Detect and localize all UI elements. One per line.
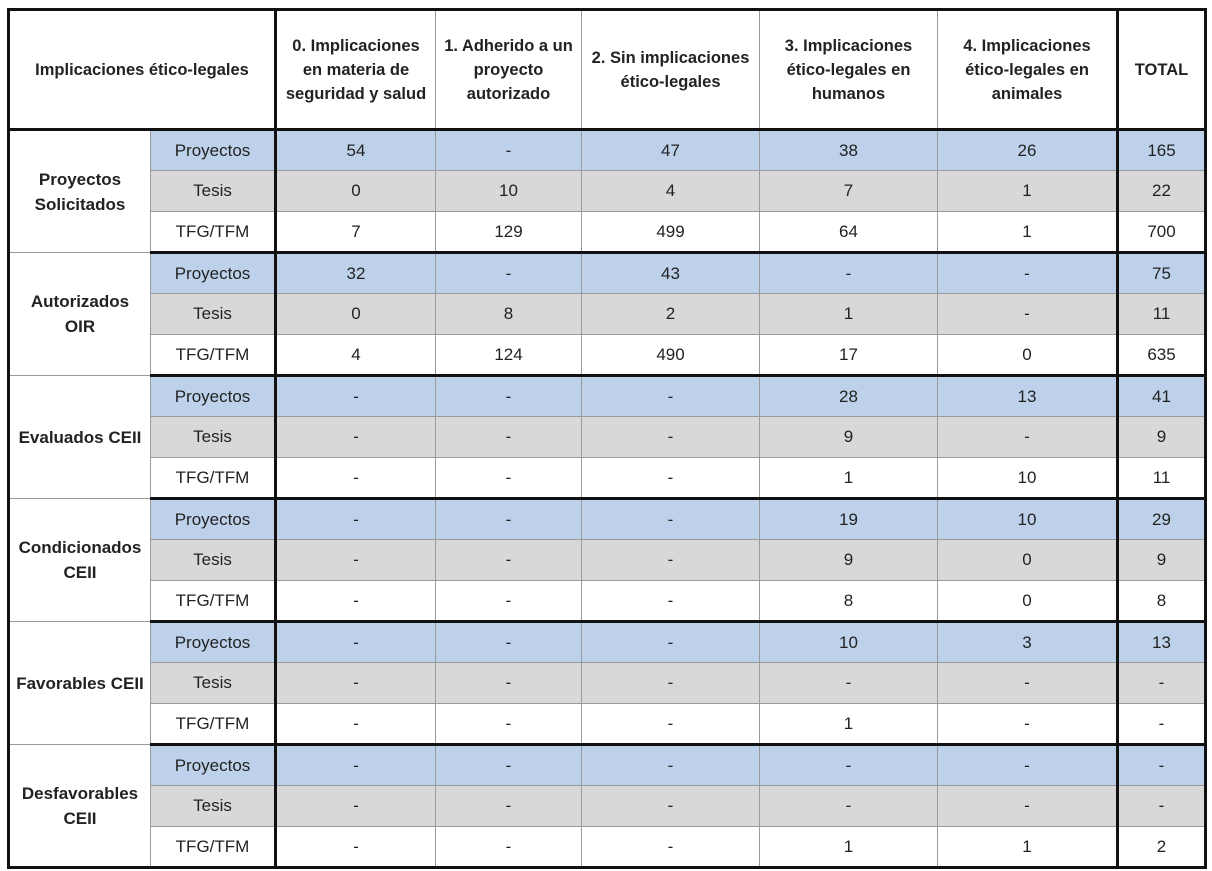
value-cell: 499	[582, 212, 760, 253]
value-cell: 10	[760, 622, 938, 663]
value-cell: 64	[760, 212, 938, 253]
value-cell: 490	[582, 335, 760, 376]
row-type-label: TFG/TFM	[151, 335, 276, 376]
total-cell: 11	[1118, 294, 1206, 335]
value-cell: -	[760, 253, 938, 294]
value-cell: 38	[760, 130, 938, 171]
total-cell: -	[1118, 663, 1206, 704]
total-cell: 9	[1118, 540, 1206, 581]
row-type-label: Tesis	[151, 663, 276, 704]
value-cell: -	[276, 827, 436, 868]
value-cell: -	[760, 663, 938, 704]
table-row	[9, 171, 1206, 212]
value-cell: -	[582, 827, 760, 868]
value-cell: 1	[760, 704, 938, 745]
value-cell: -	[276, 417, 436, 458]
table-row	[9, 663, 1206, 704]
value-cell: -	[436, 376, 582, 417]
value-cell: -	[582, 458, 760, 499]
value-cell: -	[276, 622, 436, 663]
value-cell: -	[436, 458, 582, 499]
total-cell: -	[1118, 704, 1206, 745]
value-cell: 10	[938, 499, 1118, 540]
value-cell: -	[436, 622, 582, 663]
group-label: Condicionados CEII	[9, 499, 151, 622]
value-cell: 28	[760, 376, 938, 417]
value-cell: 7	[760, 171, 938, 212]
value-cell: -	[436, 499, 582, 540]
table-row	[9, 212, 1206, 253]
value-cell: -	[276, 499, 436, 540]
value-cell: 1	[760, 827, 938, 868]
value-cell: 1	[760, 458, 938, 499]
table-row	[9, 622, 1206, 663]
group-label: Desfavorables CEII	[9, 745, 151, 868]
table-row	[9, 130, 1206, 171]
value-cell: 4	[582, 171, 760, 212]
total-cell: 13	[1118, 622, 1206, 663]
row-type-label: Proyectos	[151, 499, 276, 540]
header-row	[9, 10, 1206, 130]
row-type-label: TFG/TFM	[151, 212, 276, 253]
value-cell: -	[938, 704, 1118, 745]
row-type-label: Tesis	[151, 294, 276, 335]
table-row	[9, 458, 1206, 499]
value-cell: 9	[760, 540, 938, 581]
value-cell: 124	[436, 335, 582, 376]
value-cell: -	[276, 786, 436, 827]
value-cell: 47	[582, 130, 760, 171]
row-type-label: TFG/TFM	[151, 458, 276, 499]
table-row	[9, 704, 1206, 745]
column-header-2: 2. Sin implicaciones ético-legales	[582, 10, 760, 130]
value-cell: -	[276, 663, 436, 704]
value-cell: 0	[276, 171, 436, 212]
group-label: Proyectos Solicitados	[9, 130, 151, 253]
value-cell: 2	[582, 294, 760, 335]
total-cell: 41	[1118, 376, 1206, 417]
row-type-label: TFG/TFM	[151, 581, 276, 622]
total-cell: 635	[1118, 335, 1206, 376]
column-header-3: 3. Implicaciones ético-legales en humanos	[760, 10, 938, 130]
value-cell: -	[436, 540, 582, 581]
value-cell: 54	[276, 130, 436, 171]
row-type-label: TFG/TFM	[151, 827, 276, 868]
value-cell: 17	[760, 335, 938, 376]
row-type-label: Proyectos	[151, 376, 276, 417]
value-cell: -	[582, 499, 760, 540]
ethics-summary-table	[7, 8, 1207, 869]
value-cell: 7	[276, 212, 436, 253]
value-cell: -	[276, 376, 436, 417]
row-type-label: Proyectos	[151, 745, 276, 786]
value-cell: 10	[436, 171, 582, 212]
value-cell: -	[938, 417, 1118, 458]
value-cell: 1	[760, 294, 938, 335]
column-header-0: 0. Implicaciones en materia de seguridad y salud	[276, 10, 436, 130]
total-cell: -	[1118, 786, 1206, 827]
total-cell: 22	[1118, 171, 1206, 212]
group-label: Favorables CEII	[9, 622, 151, 745]
value-cell: -	[436, 786, 582, 827]
value-cell: 0	[276, 294, 436, 335]
value-cell: -	[938, 745, 1118, 786]
value-cell: -	[760, 745, 938, 786]
total-cell: 29	[1118, 499, 1206, 540]
row-type-label: Proyectos	[151, 130, 276, 171]
table-row	[9, 499, 1206, 540]
group-label: Autorizados OIR	[9, 253, 151, 376]
value-cell: 0	[938, 335, 1118, 376]
total-cell: -	[1118, 745, 1206, 786]
value-cell: -	[436, 581, 582, 622]
row-type-label: Proyectos	[151, 622, 276, 663]
table-row	[9, 335, 1206, 376]
value-cell: -	[582, 663, 760, 704]
value-cell: 129	[436, 212, 582, 253]
total-cell: 165	[1118, 130, 1206, 171]
value-cell: -	[436, 663, 582, 704]
value-cell: -	[582, 417, 760, 458]
value-cell: -	[938, 253, 1118, 294]
value-cell: 3	[938, 622, 1118, 663]
value-cell: -	[938, 786, 1118, 827]
column-header-total: TOTAL	[1118, 10, 1206, 130]
value-cell: -	[436, 253, 582, 294]
column-header-4: 4. Implicaciones ético-legales en animales	[938, 10, 1118, 130]
value-cell: -	[938, 294, 1118, 335]
row-type-label: Tesis	[151, 171, 276, 212]
table-row	[9, 745, 1206, 786]
value-cell: -	[938, 663, 1118, 704]
value-cell: -	[582, 704, 760, 745]
total-cell: 9	[1118, 417, 1206, 458]
value-cell: -	[276, 704, 436, 745]
value-cell: -	[276, 458, 436, 499]
column-header-1: 1. Adherido a un proyecto autorizado	[436, 10, 582, 130]
value-cell: 10	[938, 458, 1118, 499]
value-cell: 26	[938, 130, 1118, 171]
row-type-label: Tesis	[151, 417, 276, 458]
value-cell: -	[436, 417, 582, 458]
value-cell: 19	[760, 499, 938, 540]
value-cell: -	[436, 130, 582, 171]
table-row	[9, 540, 1206, 581]
group-label: Evaluados CEII	[9, 376, 151, 499]
table-row	[9, 376, 1206, 417]
value-cell: -	[436, 745, 582, 786]
total-cell: 2	[1118, 827, 1206, 868]
value-cell: 9	[760, 417, 938, 458]
value-cell: -	[760, 786, 938, 827]
value-cell: -	[276, 745, 436, 786]
total-cell: 11	[1118, 458, 1206, 499]
value-cell: 13	[938, 376, 1118, 417]
table-row	[9, 827, 1206, 868]
total-cell: 75	[1118, 253, 1206, 294]
table-row	[9, 417, 1206, 458]
value-cell: -	[436, 827, 582, 868]
table-row	[9, 253, 1206, 294]
total-cell: 700	[1118, 212, 1206, 253]
value-cell: 1	[938, 171, 1118, 212]
value-cell: 4	[276, 335, 436, 376]
row-type-label: Proyectos	[151, 253, 276, 294]
table-row	[9, 294, 1206, 335]
value-cell: -	[582, 581, 760, 622]
table-body	[9, 130, 1206, 868]
value-cell: -	[276, 540, 436, 581]
value-cell: 1	[938, 212, 1118, 253]
value-cell: -	[582, 622, 760, 663]
value-cell: -	[582, 540, 760, 581]
value-cell: 1	[938, 827, 1118, 868]
value-cell: -	[582, 745, 760, 786]
row-type-label: TFG/TFM	[151, 704, 276, 745]
value-cell: 0	[938, 581, 1118, 622]
value-cell: -	[436, 704, 582, 745]
value-cell: 8	[760, 581, 938, 622]
row-type-label: Tesis	[151, 540, 276, 581]
value-cell: 43	[582, 253, 760, 294]
value-cell: 32	[276, 253, 436, 294]
table-row	[9, 581, 1206, 622]
value-cell: 8	[436, 294, 582, 335]
corner-header: Implicaciones ético-legales	[9, 10, 276, 130]
row-type-label: Tesis	[151, 786, 276, 827]
total-cell: 8	[1118, 581, 1206, 622]
table-row	[9, 786, 1206, 827]
value-cell: -	[276, 581, 436, 622]
value-cell: -	[582, 786, 760, 827]
value-cell: -	[582, 376, 760, 417]
value-cell: 0	[938, 540, 1118, 581]
